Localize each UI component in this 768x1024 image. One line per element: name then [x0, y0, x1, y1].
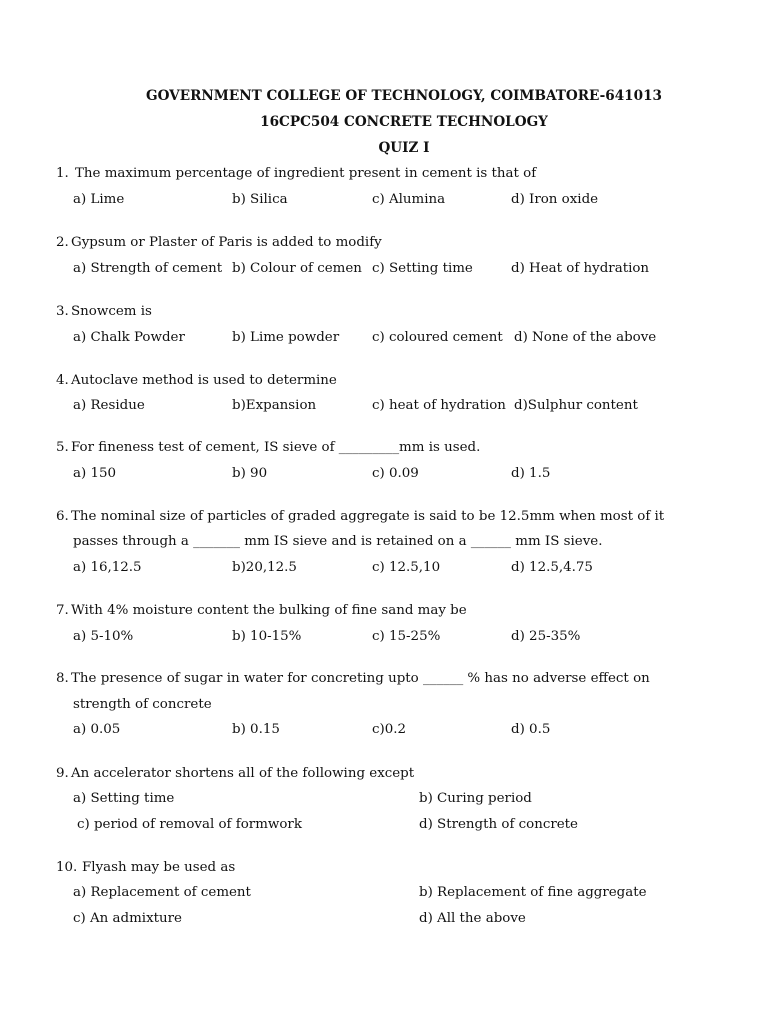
question-text: Autoclave method is used to determine	[71, 373, 337, 388]
course-title: 16CPC504 CONCRETE TECHNOLOGY	[260, 114, 548, 130]
option-d: d) Heat of hydration	[511, 261, 650, 276]
option-b: b)Expansion	[232, 398, 317, 413]
option-b: b) Silica	[232, 192, 288, 207]
option-d: d) 1.5	[511, 466, 551, 481]
option-c: c) 0.09	[372, 466, 419, 481]
question-text: Snowcem is	[71, 304, 152, 319]
quiz-title: QUIZ I	[378, 140, 430, 156]
option-a: a) 0.05	[73, 722, 121, 737]
option-b: b) Replacement of fine aggregate	[419, 885, 647, 900]
option-a: a) Strength of cement	[73, 261, 223, 276]
question-text: The nominal size of particles of graded aggregate is said to be 12.5mm when most of it	[71, 509, 665, 524]
question-number: 9.	[56, 766, 69, 781]
option-b: b) 10-15%	[232, 629, 302, 644]
question-number: 5.	[56, 440, 69, 455]
option-a: a) 150	[73, 466, 117, 481]
option-a: a) Setting time	[73, 791, 175, 806]
question-text: Flyash may be used as	[82, 860, 236, 875]
option-c: c) 12.5,10	[372, 560, 441, 575]
option-d: d) None of the above	[514, 330, 657, 345]
option-d: d) 0.5	[511, 722, 551, 737]
option-c: c) heat of hydration	[372, 398, 506, 413]
option-c: c)0.2	[372, 722, 407, 737]
college-title: GOVERNMENT COLLEGE OF TECHNOLOGY, COIMBATORE-641013	[145, 88, 663, 104]
question-text: Gypsum or Plaster of Paris is added to modify	[71, 235, 382, 250]
question-number: 2.	[56, 235, 69, 250]
question-number: 1.	[56, 166, 69, 181]
option-d: d)Sulphur content	[514, 398, 638, 413]
option-c: c) period of removal of formwork	[77, 817, 302, 832]
question-text: The maximum percentage of ingredient present in cement is that of	[75, 166, 537, 181]
question-text: The presence of sugar in water for concreting upto ______ % has no adverse effect on	[71, 671, 650, 686]
option-c: c) Alumina	[372, 192, 446, 207]
question-number: 10.	[56, 860, 78, 875]
question-number: 4.	[56, 373, 69, 388]
option-c: c) coloured cement	[372, 330, 503, 345]
option-b: b) Colour of cemen	[232, 261, 362, 276]
option-c: c) 15-25%	[372, 629, 441, 644]
question-number: 7.	[56, 603, 69, 618]
option-a: a) Residue	[73, 398, 145, 413]
question-number: 8.	[56, 671, 69, 686]
question-text: With 4% moisture content the bulking of fine sand may be	[71, 603, 467, 618]
option-b: b) 90	[232, 466, 268, 481]
option-d: d) Strength of concrete	[419, 817, 578, 832]
question-number: 6.	[56, 509, 69, 524]
question-text-continued: passes through a _______ mm IS sieve and is retained on a ______ mm IS sieve.	[73, 534, 603, 549]
option-b: b) 0.15	[232, 722, 280, 737]
option-d: d) 12.5,4.75	[511, 560, 593, 575]
question-text-continued: strength of concrete	[73, 697, 212, 712]
option-d: d) All the above	[419, 911, 526, 926]
option-b: b) Curing period	[419, 791, 532, 806]
option-c: c) Setting time	[372, 261, 473, 276]
option-d: d) 25-35%	[511, 629, 581, 644]
option-a: a) 16,12.5	[73, 560, 142, 575]
option-a: a) Lime	[73, 192, 125, 207]
option-b: b)20,12.5	[232, 560, 297, 575]
option-a: a) 5-10%	[73, 629, 134, 644]
option-c: c) An admixture	[73, 911, 182, 926]
question-text: An accelerator shortens all of the following except	[71, 766, 415, 781]
question-text: For fineness test of cement, IS sieve of _________mm is used.	[71, 440, 481, 455]
option-d: d) Iron oxide	[511, 192, 599, 207]
question-number: 3.	[56, 304, 69, 319]
option-b: b) Lime powder	[232, 330, 340, 345]
option-a: a) Replacement of cement	[73, 885, 251, 900]
option-a: a) Chalk Powder	[73, 330, 185, 345]
